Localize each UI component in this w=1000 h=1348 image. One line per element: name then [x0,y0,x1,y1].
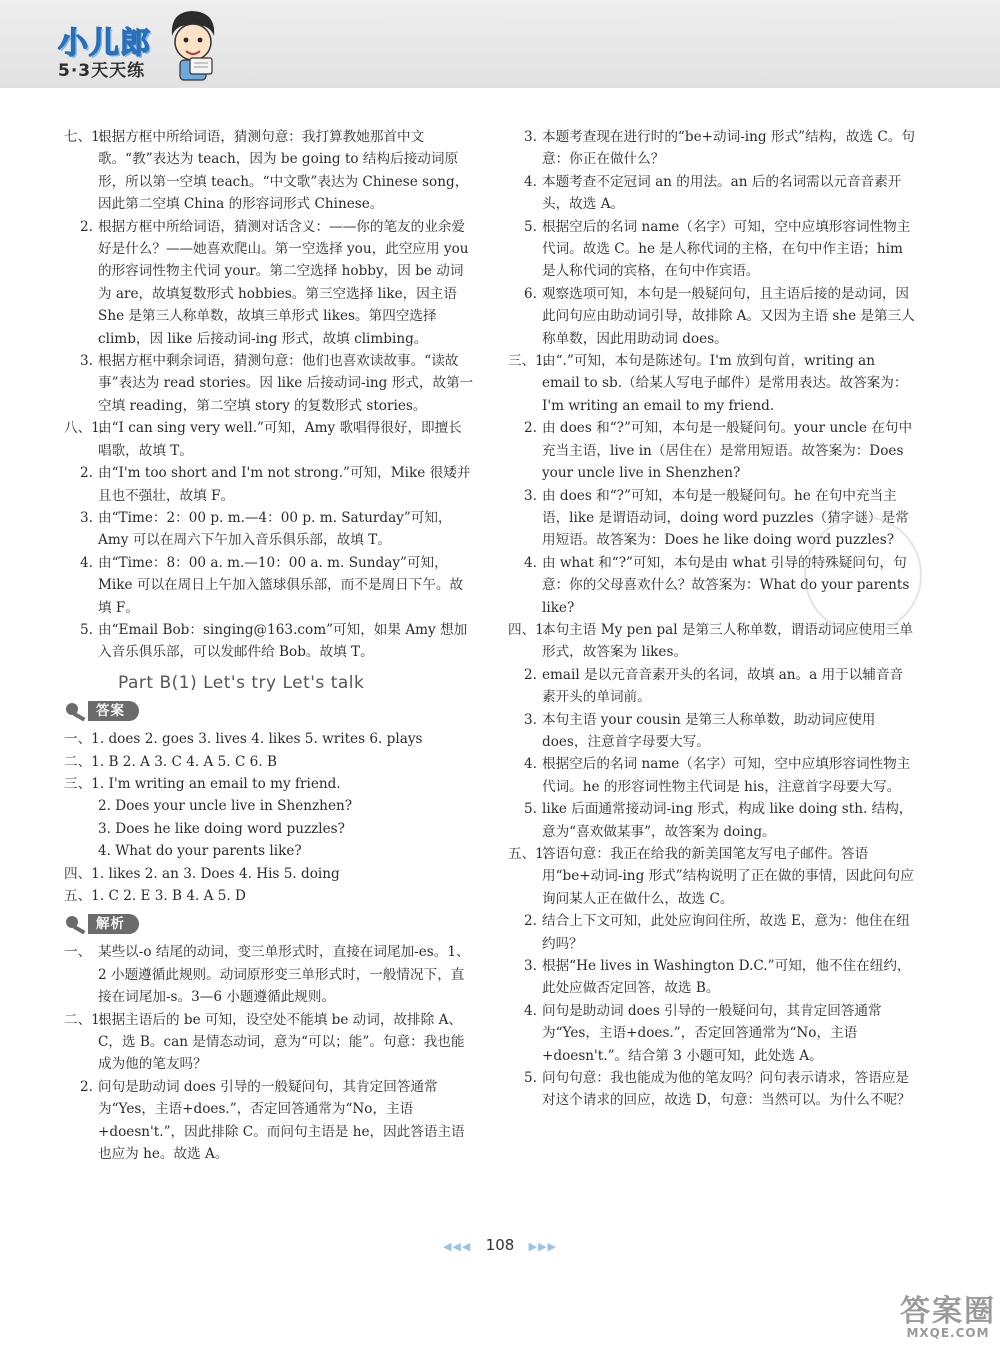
analysis-2-item-3: 3. 本题考查现在进行时的“be+动词-ing 形式”结构，故选 C。句意：你正在做什么？ [524,129,915,168]
analysis-3-item-2: 2. 由 does 和“?”可知，本句是一般疑问句。your uncle 在句中充当主语，live in（居住在）是常用短语。故答案为：Does your uncle live in Shenzhen? [524,420,913,482]
section-8-item-1: 八、1. 由“I can sing very well.”可知，Amy 歌唱得很好，即擅长唱歌，故填 T。 [64,420,462,459]
section-8-item-5: 5. 由“Email Bob：singing@163.com”可知，如果 Amy 想加入音乐俱乐部，可以发邮件给 Bob。故填 T。 [80,621,468,661]
analysis-4-item-2: 2. email 是以元音音素开头的名词，故填 an。a 用于以辅音音素开头的单词前。 [524,666,904,706]
answer-line-3-3: 3. Does he like doing word puzzles? [98,820,345,837]
brand-title: 小儿郎 [58,26,151,61]
answer-line-1: 一、1. does 2. goes 3. lives 4. likes 5. writes 6. plays [64,731,423,748]
faded-stamp [804,516,922,634]
analysis-tag [64,913,474,935]
analysis-3-item-1: 三、1. 由“.”可知，本句是陈述句。I'm 放到句首，writing an email to sb.（给某人写电子邮件）是常用表达。故答案为：I'm writing an email to my friend. [508,353,908,414]
watermark-url: MXQE.COM [906,1326,990,1340]
answer-line-5: 五、1. C 2. E 3. B 4. A 5. D [64,888,246,904]
page-number [0,1236,1000,1254]
answer-line-2: 二、1. B 2. A 3. C 4. A 5. C 6. B [64,753,277,770]
section-8-item-3: 3. 由“Time：2：00 p. m.—4：00 p. m. Saturday”可知，Amy 可以在周六下午加入音乐俱乐部，故填 T。 [80,509,452,549]
key-icon [64,914,88,934]
analysis-2-item-2: 2. 问句是助动词 does 引导的一般疑问句，其肯定回答通常为“Yes，主语+does.”，否定回答通常为“No，主语+doesn't.”，因此排除 C。而问句主语是 he，因此答语主语也应为 he。故选 A。 [80,1078,465,1163]
analysis-2-item-6: 6. 观察选项可知，本句是一般疑问句，且主语后接的是动词，因此问句应由助动词引导，故排除 A。又因为主语 she 是第三人称单数，因此用助动词 does。 [524,285,915,347]
section-7-item-3: 3. 根据方框中剩余词语，猜测句意：他们也喜欢读故事。“读故事”表达为 read stories。因 like 后接动词-ing 形式，故第一空填 reading，第二空填 story 的复数形式 stories。 [80,353,474,414]
next-arrows-icon: ▶▶▶ [528,1240,558,1253]
left-column [64,126,474,1165]
analysis-2-item-4: 4. 本题考查不定冠词 an 的用法。an 后的名词需以元音音素开头，故选 A。 [524,173,902,213]
analysis-3-item-3: 3. 由 does 和“?”可知，本句是一般疑问句。he 在句中充当主语，like 是谓语动词，doing word puzzles（猜字谜）是常用短语。故答案为：Does he like doing word puzzles? [524,487,909,549]
answer-line-3-4: 4. What do your parents like? [98,843,302,860]
answer-line-3-1: 三、1. I'm writing an email to my friend. [64,775,341,792]
analysis-5-item-3: 3. 根据“He lives in Washington D.C.”可知，他不住在纽约，此处应做否定回答，故选 B。 [524,958,911,997]
answer-line-3-2: 2. Does your uncle live in Shenzhen? [98,798,353,815]
answer-tag-label: 答案 [88,701,139,721]
part-title: Part B(1) Let's try Let's talk [118,672,365,693]
analysis-2-item-1: 二、1. 根据主语后的 be 可知，设空处不能填 be 动词，故排除 A、C，选 B。can 是情态动词，意为“可以；能”。句意：我也能成为他的笔友吗？ [64,1011,465,1073]
analysis-4-item-5: 5. like 后面通常接动词-ing 形式，构成 like doing sth. 结构，意为“喜欢做某事”，故答案为 doing。 [524,801,913,840]
analysis-3-item-4: 4. 由 what 和“?”可知，本句是由 what 引导的特殊疑问句，句意：你的父母喜欢什么？故答案为：What do your parents like? [524,554,910,616]
analysis-4-item-3: 3. 本句主语 your cousin 是第三人称单数，助动词应使用 does，注意首字母要大写。 [524,711,876,750]
prev-arrows-icon: ◀◀◀ [442,1240,472,1253]
watermark [900,1286,996,1340]
answer-tag [64,700,474,722]
page-number-value: 108 [485,1236,515,1254]
section-8-item-4: 4. 由“Time：8：00 a. m.—10：00 a. m. Sunday”可知，Mike 可以在周日上午加入篮球俱乐部，而不是周日下午。故填 F。 [80,554,464,616]
section-7-item-1: 七、1. 根据方框中所给词语，猜测句意：我打算教她那首中文歌。“教”表达为 teach，因为 be going to 结构后接动词原形，所以第一空填 teach。“中文歌”表达为 Chinese song，因此第二空填 China 的形容词形式 Chinese。 [64,129,469,213]
analysis-5-item-4: 4. 问句是助动词 does 引导的一般疑问句，其肯定回答通常为“Yes，主语+does.”，否定回答通常为“No，主语+doesn't.”。结合第 3 小题可知，此处选 A。 [524,1002,882,1064]
analysis-2-item-5: 5. 根据空后的名词 name（名字）可知，空中应填形容词性物主代词。故选 C。he 是人称代词的主格，在句中作主语；him 是人称代词的宾格，在句中作宾语。 [524,218,911,280]
analysis-1: 一、 某些以-o 结尾的动词，变三单形式时，直接在词尾加-es。1、2 小题遵循此规则。动词原形变三单形式时，一般情况下，直接在词尾加-s。3—6 小题遵循此规则。 [64,944,470,1006]
analysis-5-item-5: 5. 问句句意：我也能成为他的笔友吗？问句表示请求，答语应是对这个请求的回应，故选 D，句意：当然可以。为什么不呢？ [524,1070,911,1109]
analysis-5-item-1: 五、1. 答语句意：我正在给我的新美国笔友写电子邮件。答语用“be+动词-ing 形式”结构说明了正在做的事情，因此问句应询问某人正在做什么，故选 C。 [508,846,914,907]
brand-subtitle: 5·3天天练 [58,61,146,81]
section-7-item-2: 2. 根据方框中所给词语，猜测对话含义：——你的笔友的业余爱好是什么？——她喜欢爬山。第一空选择 you，此空应用 you 的形容词性物主代词 your。第二空选择 hobby，因 be 动词为 are，故填复数形式 hobbies。第三空选择 like，因主语 She 是第三人称单数，故填三单形式 likes。第四空选择 climb，因 like 后接动词-ing 形式，故填 climbing。 [80,218,469,347]
boy-mascot-icon [162,6,222,82]
key-icon [64,701,88,721]
watermark-title: 答案圈 [900,1294,996,1329]
section-8-item-2: 2. 由“I'm too short and I'm not strong.”可知，Mike 很矮并且也不强壮，故填 F。 [80,465,471,504]
analysis-5-item-2: 2. 结合上下文可知，此处应询问住所，故选 E，意为：他住在纽约吗？ [524,913,910,952]
analysis-tag-label: 解析 [88,914,139,934]
analysis-4-item-1: 四、1. 本句主语 My pen pal 是第三人称单数，谓语动词应使用三单形式，故答案为 likes。 [508,621,914,661]
analysis-4-item-4: 4. 根据空后的名词 name（名字）可知，空中应填形容词性物主代词。he 的形容词性物主代词是 his，注意首字母要大写。 [524,756,911,795]
answer-line-4: 四、1. likes 2. an 3. Does 4. His 5. doing [64,865,340,882]
